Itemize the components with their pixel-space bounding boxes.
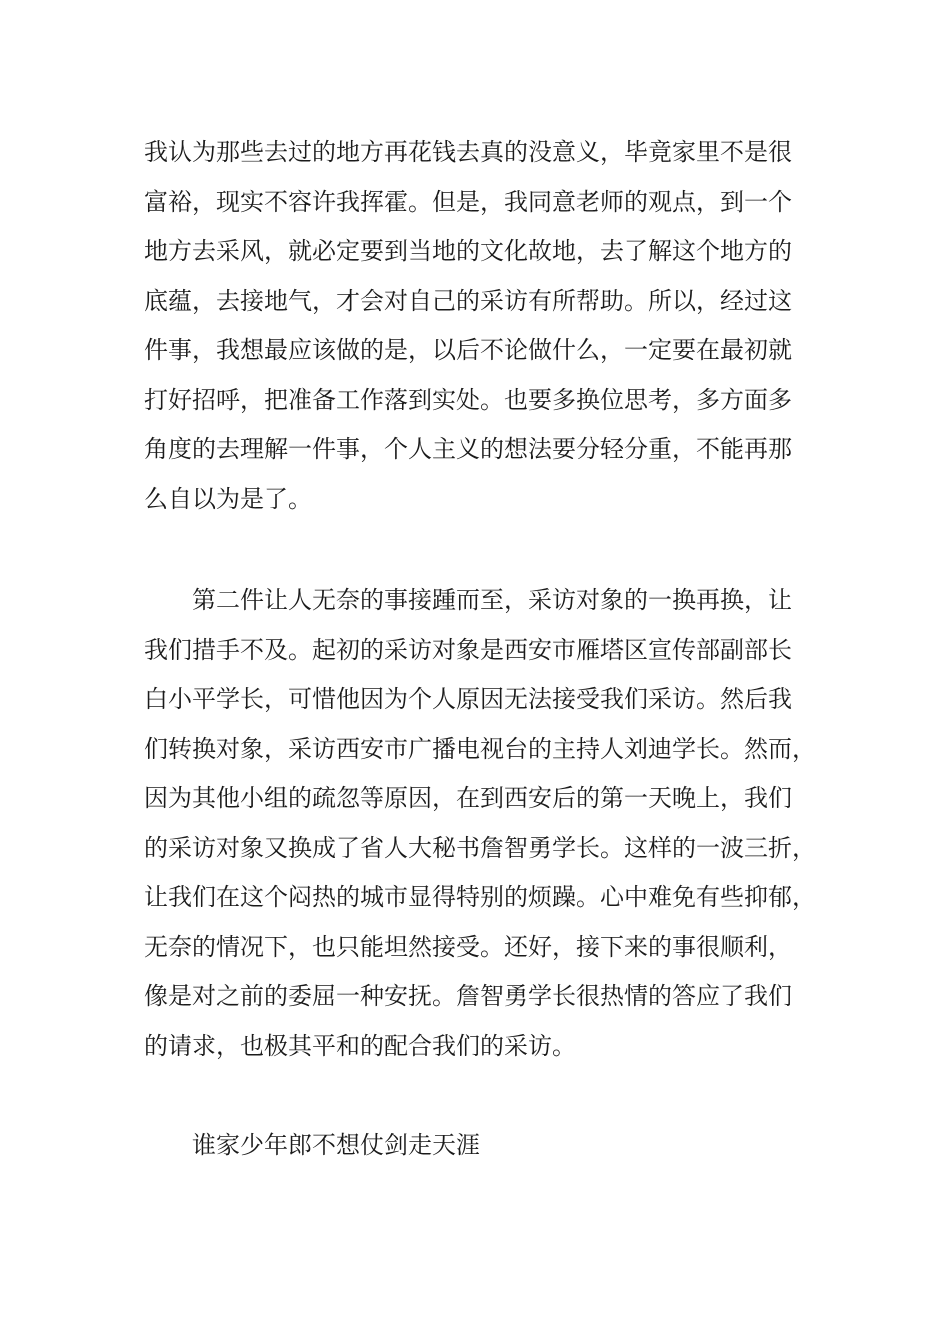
text-line: 第二件让人无奈的事接踵而至，采访对象的一换再换，让: [192, 586, 792, 614]
text-line: 我们措手不及。起初的采访对象是西安市雁塔区宣传部副部长: [144, 635, 792, 664]
text-line: 谁家少年郎不想仗剑走天涯: [192, 1131, 480, 1159]
text-line: 富裕，现实不容许我挥霍。但是，我同意老师的观点，到一个: [144, 187, 792, 216]
text-line: 让我们在这个闷热的城市显得特别的烦躁。心中难免有些抑郁，: [144, 883, 816, 911]
text-line: 像是对之前的委屈一种安抚。詹智勇学长很热情的答应了我们: [144, 982, 792, 1010]
text-line: 么自以为是了。: [144, 484, 312, 513]
text-line: 件事，我想最应该做的是，以后不论做什么，一定要在最初就: [144, 336, 792, 364]
text-line: 地方去采风，就必定要到当地的文化故地，去了解这个地方的: [144, 237, 792, 265]
text-line: 白小平学长，可惜他因为个人原因无法接受我们采访。然后我: [144, 685, 792, 713]
text-line: 打好招呼，把准备工作落到实处。也要多换位思考，多方面多: [144, 385, 792, 414]
paragraph-continuation: [144, 128, 824, 524]
text-line: 角度的去理解一件事，个人主义的想法要分轻分重，不能再那: [144, 435, 792, 463]
paragraph-interview-changes: [144, 576, 824, 1071]
text-line: 无奈的情况下，也只能坦然接受。还好，接下来的事很顺利，: [144, 932, 792, 961]
text-line: 我认为那些去过的地方再花钱去真的没意义，毕竟家里不是很: [144, 138, 792, 166]
text-line: 因为其他小组的疏忽等原因，在到西安后的第一天晚上，我们: [144, 784, 792, 812]
text-line: 的采访对象又换成了省人大秘书詹智勇学长。这样的一波三折，: [144, 833, 816, 862]
text-line: 的请求，也极其平和的配合我们的采访。: [144, 1031, 576, 1060]
text-line: 底蕴，去接地气，才会对自己的采访有所帮助。所以，经过这: [144, 286, 792, 315]
section-heading: [144, 1121, 824, 1171]
text-line: 们转换对象，采访西安市广播电视台的主持人刘迪学长。然而，: [144, 734, 816, 763]
